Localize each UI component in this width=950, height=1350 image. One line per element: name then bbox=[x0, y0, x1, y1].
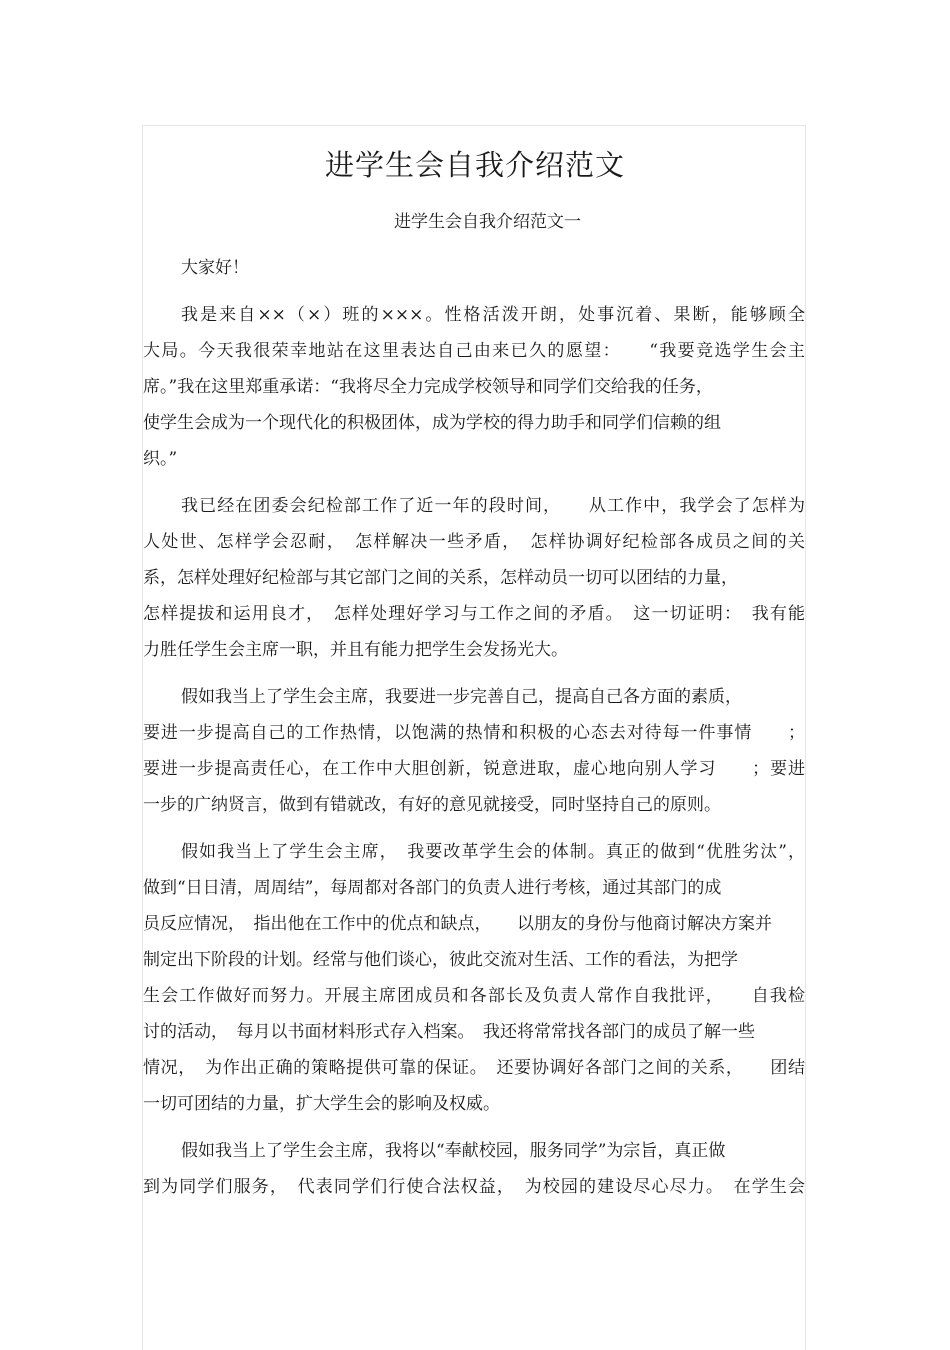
text-line: 席。”我在这里郑重承诺：“我将尽全力完成学校领导和同学们交给我的任务， bbox=[143, 377, 713, 397]
text-line: 生会工作做好而努力。开展主席团成员和各部长及负责人常作自我批评， 自我检 bbox=[143, 986, 805, 1006]
paragraph bbox=[143, 679, 805, 823]
text-line: 要进一步提高责任心，在工作中大胆创新，锐意进取，虚心地向别人学习 ；要进 bbox=[143, 759, 805, 779]
text-line: 假如我当上了学生会主席，我将以“奉献校园，服务同学”为宗旨，真正做 bbox=[181, 1141, 726, 1161]
paragraph bbox=[143, 250, 805, 286]
text-line: 织。” bbox=[143, 449, 178, 469]
document-body bbox=[143, 250, 805, 1216]
text-line: 大局。今天我很荣幸地站在这里表达自己由来已久的愿望： “我要竞选学生会主 bbox=[143, 341, 805, 361]
text-line: 讨的活动， 每月以书面材料形式存入档案。 我还将常常找各部门的成员了解一些 bbox=[143, 1022, 755, 1042]
document-title: 进学生会自我介绍范文 bbox=[324, 148, 625, 182]
paragraph bbox=[143, 1133, 805, 1205]
text-line: 要进一步提高自己的工作热情，以饱满的热情和积极的心态去对待每一件事情 ； bbox=[143, 723, 805, 743]
text-line: 员反应情况， 指出他在工作中的优点和缺点， 以朋友的身份与他商讨解决方案并 bbox=[143, 914, 772, 934]
text-line: 大家好！ bbox=[181, 258, 249, 278]
paragraph bbox=[143, 297, 805, 477]
paragraph bbox=[143, 488, 805, 668]
paragraph bbox=[143, 834, 805, 1122]
text-line: 怎样提拔和运用良才， 怎样处理好学习与工作之间的矛盾。 这一切证明： 我有能 bbox=[143, 604, 805, 624]
text-line: 制定出下阶段的计划。经常与他们谈心，彼此交流对生活、工作的看法，为把学 bbox=[143, 950, 738, 970]
text-line: 情况， 为作出正确的策略提供可靠的保证。 还要协调好各部门之间的关系， 团结 bbox=[143, 1058, 805, 1078]
text-line: 使学生会成为一个现代化的积极团体，成为学校的得力助手和同学们信赖的组 bbox=[143, 413, 721, 433]
document-subtitle: 进学生会自我介绍范文一 bbox=[394, 212, 581, 232]
text-line: 做到“日日清，周周结”，每周都对各部门的负责人进行考核，通过其部门的成 bbox=[143, 878, 722, 898]
text-line: 到为同学们服务， 代表同学们行使合法权益， 为校园的建设尽心尽力。 在学生会 bbox=[143, 1177, 805, 1197]
text-line: 我是来自××（×）班的×××。性格活泼开朗，处事沉着、果断，能够顾全 bbox=[181, 305, 805, 325]
text-line: 系，怎样处理好纪检部与其它部门之间的关系，怎样动员一切可以团结的力量， bbox=[143, 568, 738, 588]
text-line: 一步的广纳贤言，做到有错就改，有好的意见就接受，同时坚持自己的原则。 bbox=[143, 795, 721, 815]
text-line: 力胜任学生会主席一职，并且有能力把学生会发扬光大。 bbox=[143, 640, 568, 660]
text-line: 我已经在团委会纪检部工作了近一年的段时间， 从工作中，我学会了怎样为 bbox=[181, 496, 805, 516]
text-line: 假如我当上了学生会主席，我要进一步完善自己，提高自己各方面的素质， bbox=[181, 687, 742, 707]
text-line: 假如我当上了学生会主席， 我要改革学生会的体制。真正的做到“优胜劣汰”， bbox=[181, 842, 805, 862]
text-line: 人处世、怎样学会忍耐， 怎样解决一些矛盾， 怎样协调好纪检部各成员之间的关 bbox=[143, 532, 805, 552]
text-line: 一切可团结的力量，扩大学生会的影响及权威。 bbox=[143, 1094, 500, 1114]
